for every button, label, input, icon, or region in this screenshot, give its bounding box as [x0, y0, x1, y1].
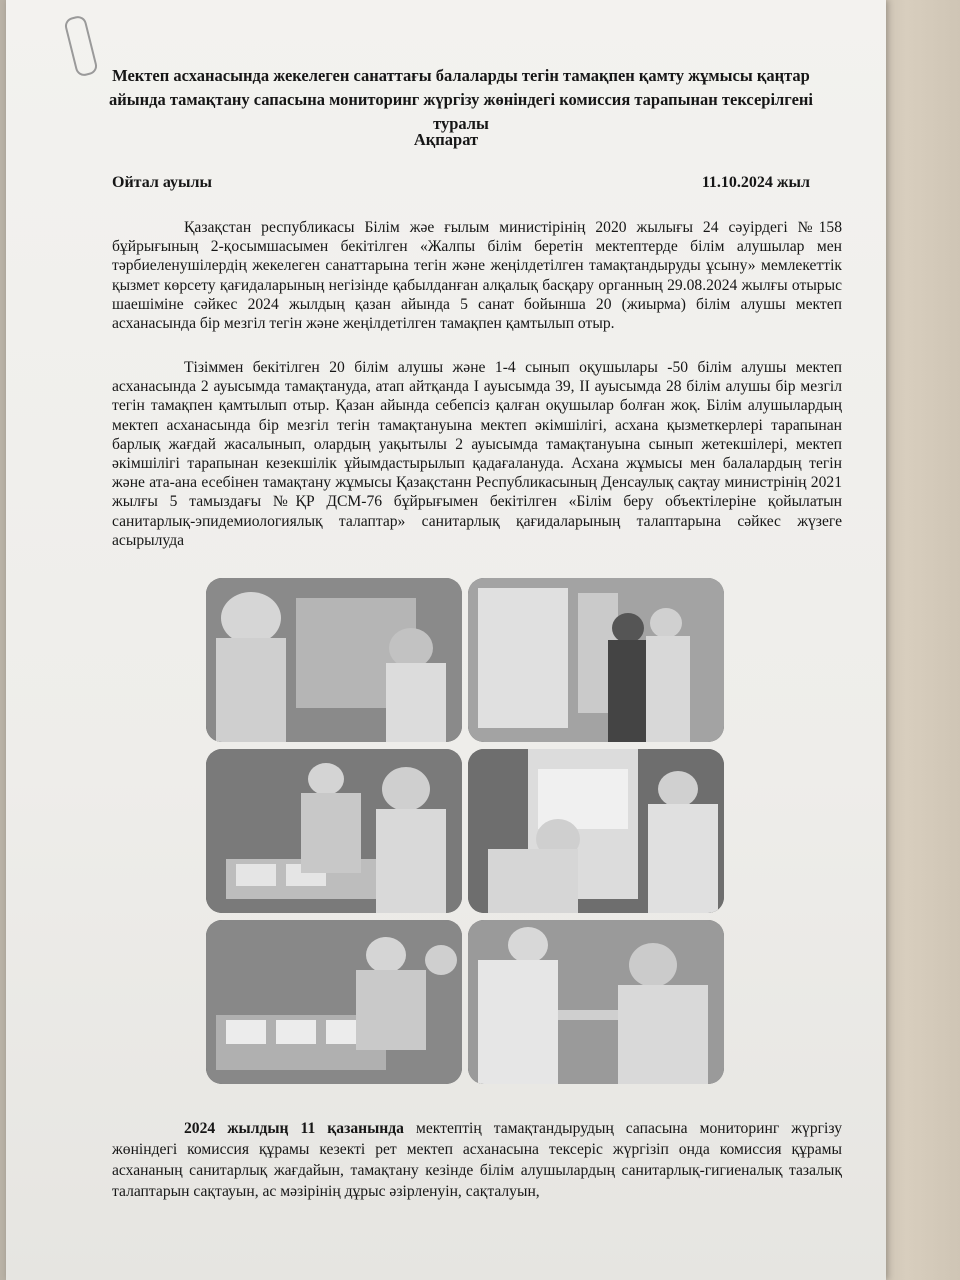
paragraph-3-date: 2024 жылдың 11 қазанында [184, 1120, 404, 1137]
document-subtitle: Ақпарат [413, 130, 479, 149]
title-line: туралы [433, 114, 489, 133]
title-line: айында тамақтану сапасына мониторинг жүргізу жөніндегі комиссия тарапынан тексерілгені [109, 90, 813, 109]
photo-grid [206, 578, 726, 1096]
document-page [6, 0, 886, 1280]
title-line: Мектеп асханасында жекелеген санаттағы балаларды тегін тамақпен қамту жұмысы қаңтар [112, 66, 810, 85]
photo-kitchen-staff [468, 920, 724, 1084]
photo-inspection-fridge [468, 578, 724, 742]
photo-refrigerator-check [468, 749, 724, 913]
document-date: 11.10.2024 жыл [701, 174, 810, 191]
document-title [76, 64, 846, 136]
paragraph-1: Қазақстан республикасы Білім жәе ғылым министірінің 2020 жылығы 24 сәуірдегі №158 бұйрығының 2-қосымшасымен бекітілген «Жалпы білім беретін мектептерде білім алушылар мен тәрбиеленушілердің жекелеген санаттарына тегін және жеңілдетілген тамақтандыруды ұсыну» мемлекеттік қызмет көрсету қағидаларының негізінде қабылданған алқалық басқару органның 29.08.2024 жылғы отырыс шаешіміне сәйкес 2024 жылдың қазан айында 5 санат бойынша 20 (жиырма) білім алушы мектеп асханасында бір мезгіл тегін және жеңілдетілген тамақпен қамтылып отыр. [112, 219, 842, 333]
photo-food-samples [206, 920, 462, 1084]
photo-inspection-shelf [206, 578, 462, 742]
paragraph-3 [112, 1118, 842, 1202]
paragraph-2: Тізіммен бекітілген 20 білім алушы және 1-4 сынып оқушылары -50 білім алушы мектеп асханасында 2 ауысымда тамақтануда, атап айтқанда I ауысымда 39, II ауысымда 28 білім алушы бір мезгіл тегін тамақпен қамтылып отыр. Қазан айында себепсіз қалған оқушылар болған жоқ. Білім алушылардың мектеп асханасында бір мезгіл тегін тамақтануына мектеп әкімшілігі, асхана қызметкерлері тарапынан барлық жағдай жасалынып, олардың уақытылы 2 ауысымда тамақтануына сынып жетекшілері, мектеп әкімшілігі тарапынан кезекшілік ұйымдастырылып қадағалануда. Асхана жұмысы мен балалардың тегін және ата-ана есебінен тамақтану жұмысы Қазақстанн Республикасының Денсаулық сақтау министрінің 2021 жылғы 5 тамыздағы №ҚР ДСМ-76 бұйрығымен бекітілген «Білім беру объектілеріне қойылатын санитарлық-эпидемиологиялық талаптар» санитарлық қағидаларының талаптарына сәйкес жүзеге асырылуда [112, 359, 842, 549]
place-name: Ойтал ауылы [112, 174, 212, 191]
photo-food-containers [206, 749, 462, 913]
paragraph-3-text: мектептің тамақтандырудың сапасына мониторинг жүргізу жөніндегі комиссия құрамы кезекті рет мектеп асханасына тексеріс жүргізіп онда комиссия құрамы асхананың санитарлық жағдайын, тамақтану кезінде білім алушылардың санитарлық-гигиеналық тазалық талаптарын сақтауын, ас мәзірінің дұрыс әзірленуін, сақталуын, [112, 1120, 842, 1200]
